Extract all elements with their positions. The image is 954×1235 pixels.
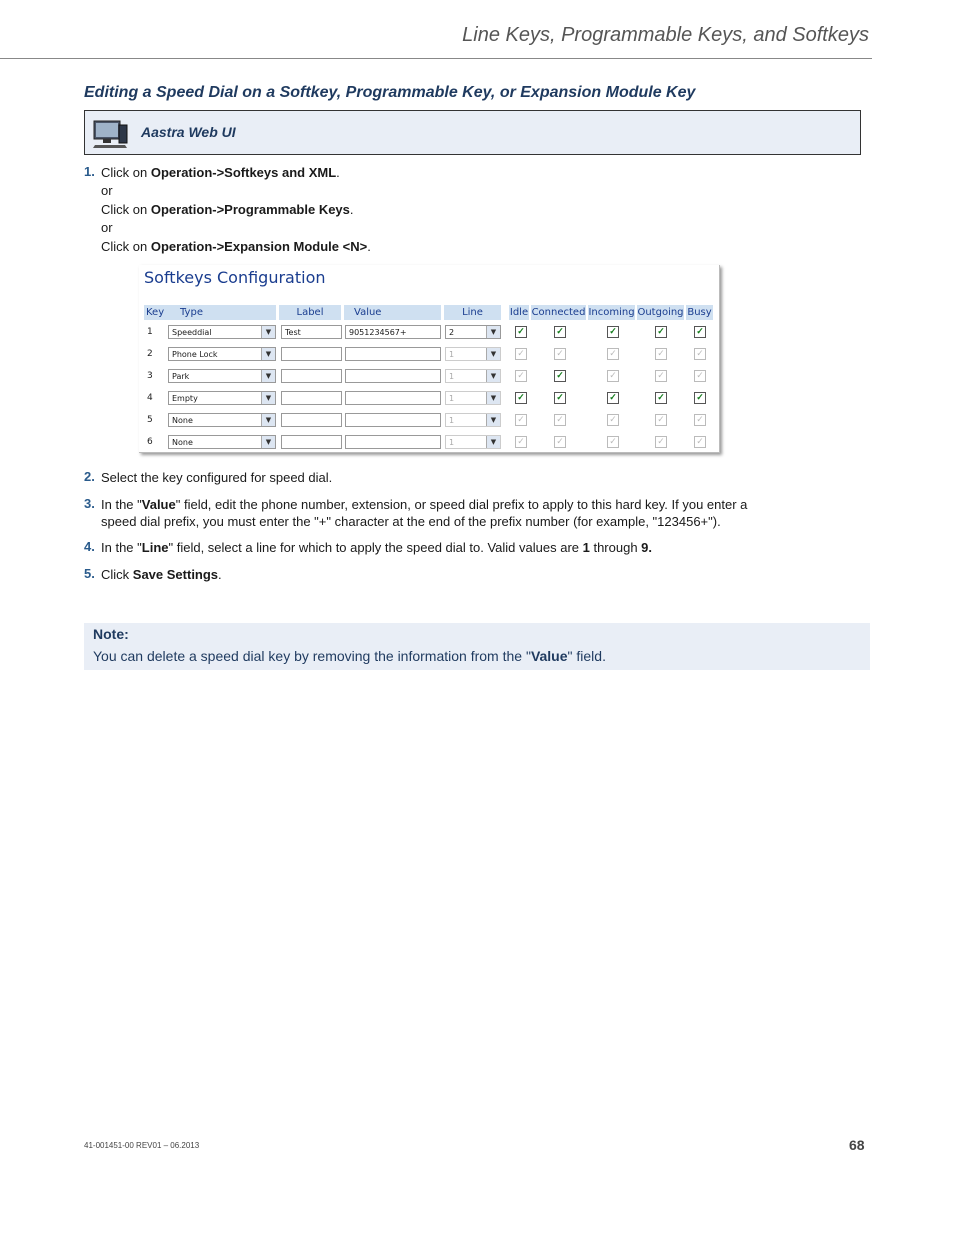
col-header-outgoing: Outgoing — [637, 307, 684, 318]
state-checkbox-connected[interactable]: ✓ — [554, 370, 566, 382]
step-1-or-2: or — [101, 220, 113, 235]
note-value-ref: Value — [530, 648, 568, 664]
chevron-down-icon: ▼ — [261, 436, 275, 448]
state-checkbox-connected[interactable]: ✓ — [554, 436, 566, 448]
line-select[interactable]: 2 ▼ — [445, 325, 501, 339]
step-1-text — [101, 164, 781, 255]
chevron-down-icon: ▼ — [261, 370, 275, 382]
type-select[interactable]: None ▼ — [168, 413, 276, 427]
state-checkbox-idle[interactable]: ✓ — [515, 414, 527, 426]
value-input[interactable] — [345, 435, 441, 449]
state-checkbox-outgoing[interactable]: ✓ — [655, 326, 667, 338]
chevron-down-icon: ▼ — [486, 348, 500, 360]
state-checkbox-busy[interactable]: ✓ — [694, 370, 706, 382]
state-checkbox-connected[interactable]: ✓ — [554, 414, 566, 426]
state-checkbox-busy[interactable]: ✓ — [694, 436, 706, 448]
step-1-line-3: Click on Operation->Expansion Module <N>. — [101, 239, 371, 254]
chevron-down-icon: ▼ — [486, 326, 500, 338]
row-key-number: 2 — [147, 349, 153, 359]
computer-icon — [91, 115, 129, 149]
col-header-value: Value — [344, 305, 441, 320]
state-checkbox-incoming[interactable]: ✓ — [607, 370, 619, 382]
state-checkbox-outgoing[interactable]: ✓ — [655, 414, 667, 426]
footer-page-number: 68 — [849, 1137, 865, 1153]
state-checkbox-busy[interactable]: ✓ — [694, 392, 706, 404]
step-2-text: Select the key configured for speed dial. — [101, 470, 333, 485]
menu-path-softkeys: Operation->Softkeys and XML — [150, 165, 337, 180]
state-checkbox-incoming[interactable]: ✓ — [607, 392, 619, 404]
header-rule — [0, 58, 872, 59]
step-1-number: 1. — [84, 164, 95, 179]
chevron-down-icon: ▼ — [486, 414, 500, 426]
note-box — [84, 623, 870, 670]
type-select[interactable]: Speeddial ▼ — [168, 325, 276, 339]
state-checkbox-outgoing[interactable]: ✓ — [655, 348, 667, 360]
menu-path-expansion-module: Operation->Expansion Module <N> — [150, 239, 368, 254]
col-header-label: Label — [279, 305, 341, 320]
state-checkbox-incoming[interactable]: ✓ — [607, 436, 619, 448]
step-4-number: 4. — [84, 539, 95, 554]
menu-path-programmable-keys: Operation->Programmable Keys — [150, 202, 350, 217]
note-title: Note: — [93, 626, 129, 642]
chevron-down-icon: ▼ — [261, 392, 275, 404]
softkeys-config-title: Softkeys Configuration — [144, 268, 326, 287]
state-checkbox-incoming[interactable]: ✓ — [607, 414, 619, 426]
row-key-number: 6 — [147, 437, 153, 447]
save-settings-ref: Save Settings — [132, 567, 219, 582]
webui-label: Aastra Web UI — [141, 124, 236, 140]
col-header-busy: Busy — [687, 307, 712, 318]
state-checkbox-outgoing[interactable]: ✓ — [655, 392, 667, 404]
state-checkbox-connected[interactable]: ✓ — [554, 348, 566, 360]
chevron-down-icon: ▼ — [486, 436, 500, 448]
label-input[interactable] — [281, 435, 342, 449]
state-checkbox-connected[interactable]: ✓ — [554, 392, 566, 404]
row-key-number: 5 — [147, 415, 153, 425]
value-input[interactable] — [345, 347, 441, 361]
webui-box — [84, 110, 861, 155]
col-header-line: Line — [444, 305, 501, 320]
state-checkbox-outgoing[interactable]: ✓ — [655, 370, 667, 382]
col-header-incoming: Incoming — [588, 307, 635, 318]
state-checkbox-busy[interactable]: ✓ — [694, 414, 706, 426]
value-input[interactable] — [345, 413, 441, 427]
chevron-down-icon: ▼ — [486, 392, 500, 404]
note-text: You can delete a speed dial key by removing the information from the "Value" field. — [93, 648, 606, 664]
state-checkbox-idle[interactable]: ✓ — [515, 326, 527, 338]
line-select[interactable]: 1 ▼ — [445, 435, 501, 449]
type-select[interactable]: Empty ▼ — [168, 391, 276, 405]
col-header-idle: Idle — [509, 307, 529, 318]
col-header-connected: Connected — [531, 307, 586, 318]
step-4-text: In the "Line" field, select a line for which to apply the speed dial to. Valid values are 1 through 9. — [101, 540, 653, 555]
chevron-down-icon: ▼ — [261, 326, 275, 338]
line-select[interactable]: 1 ▼ — [445, 369, 501, 383]
step-2-number: 2. — [84, 469, 95, 484]
state-checkbox-connected[interactable]: ✓ — [554, 326, 566, 338]
step-1-line-1: Click on Operation->Softkeys and XML. — [101, 165, 340, 180]
line-field-ref: Line — [141, 540, 169, 555]
state-checkbox-incoming[interactable]: ✓ — [607, 348, 619, 360]
state-checkbox-idle[interactable]: ✓ — [515, 348, 527, 360]
type-select[interactable]: None ▼ — [168, 435, 276, 449]
label-input[interactable]: Test — [281, 325, 342, 339]
type-select[interactable]: Park ▼ — [168, 369, 276, 383]
row-key-number: 1 — [147, 327, 153, 337]
step-5-number: 5. — [84, 566, 95, 581]
state-checkbox-idle[interactable]: ✓ — [515, 436, 527, 448]
value-input[interactable] — [345, 369, 441, 383]
value-input[interactable]: 9051234567+ — [345, 325, 441, 339]
row-key-number: 3 — [147, 371, 153, 381]
step-3-number: 3. — [84, 496, 95, 511]
label-input[interactable] — [281, 347, 342, 361]
line-select[interactable]: 1 ▼ — [445, 347, 501, 361]
state-checkbox-idle[interactable]: ✓ — [515, 392, 527, 404]
state-checkbox-busy[interactable]: ✓ — [694, 326, 706, 338]
step-5-text: Click Save Settings. — [101, 567, 222, 582]
state-checkbox-incoming[interactable]: ✓ — [607, 326, 619, 338]
state-checkbox-outgoing[interactable]: ✓ — [655, 436, 667, 448]
col-header-type: Type — [168, 305, 276, 320]
chevron-down-icon: ▼ — [261, 414, 275, 426]
line-select[interactable]: 1 ▼ — [445, 391, 501, 405]
col-header-key: Key — [144, 305, 168, 320]
step-3-text: In the "Value" field, edit the phone number, extension, or speed dial prefix to apply to this hard key. If you enter a speed dial prefix, you must enter the "+" character at the end of the prefix number (for example, "123456+"). — [101, 497, 748, 529]
label-input[interactable] — [281, 413, 342, 427]
state-checkbox-busy[interactable]: ✓ — [694, 348, 706, 360]
step-1-line-2: Click on Operation->Programmable Keys. — [101, 202, 354, 217]
value-input[interactable] — [345, 391, 441, 405]
softkeys-config-panel — [139, 265, 720, 453]
row-key-number: 4 — [147, 393, 153, 403]
line-select[interactable]: 1 ▼ — [445, 413, 501, 427]
label-input[interactable] — [281, 391, 342, 405]
label-input[interactable] — [281, 369, 342, 383]
step-1-or-1: or — [101, 183, 113, 198]
value-field-ref: Value — [141, 497, 176, 512]
section-title: Editing a Speed Dial on a Softkey, Programmable Key, or Expansion Module Key — [84, 84, 696, 101]
state-checkbox-idle[interactable]: ✓ — [515, 370, 527, 382]
chevron-down-icon: ▼ — [486, 370, 500, 382]
page-header-title: Line Keys, Programmable Keys, and Softkeys — [462, 24, 869, 46]
type-select[interactable]: Phone Lock ▼ — [168, 347, 276, 361]
footer-doc-id: 41-001451-00 REV01 – 06.2013 — [84, 1141, 200, 1150]
chevron-down-icon: ▼ — [261, 348, 275, 360]
